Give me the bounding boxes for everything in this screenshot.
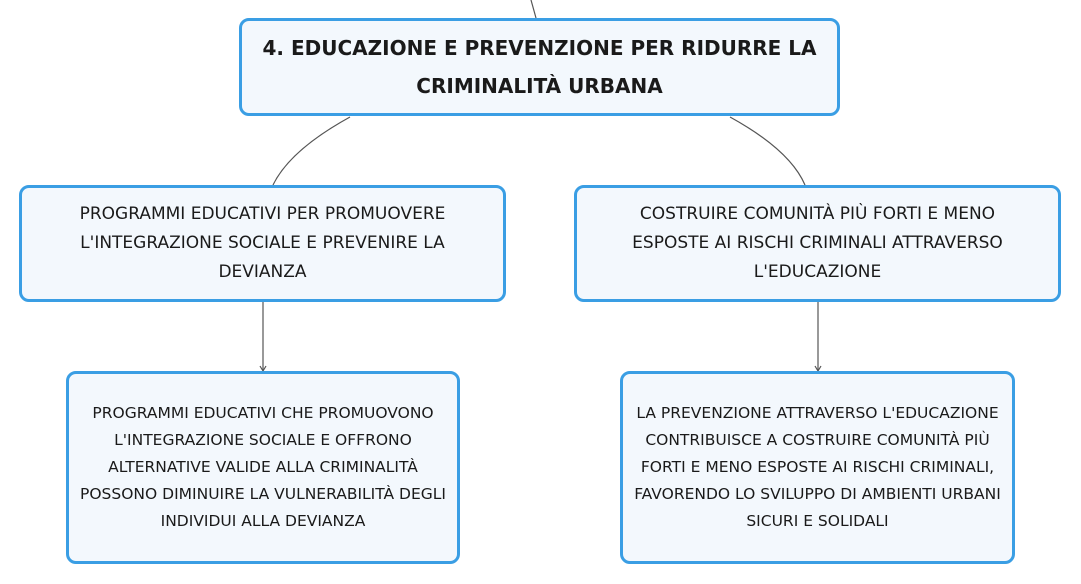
right-branch-node[interactable] (574, 185, 1061, 302)
right-child-text: LA PREVENZIONE ATTRAVERSO L'EDUCAZIONE CONTRIBUISCE A COSTRUIRE COMUNITÀ PIÙ FORTI E MENO ESPOSTE AI RISCHI CRIMINALI, FAVORENDO LO SVILUPPO DI AMBIENTI URBANI SICURI E SOLIDALI (634, 404, 1001, 530)
left-child-node[interactable] (66, 371, 460, 564)
left-branch-node[interactable] (19, 185, 506, 302)
connector-root-to-right-branch (730, 117, 805, 185)
connector-parent-to-root (531, 0, 536, 18)
right-child-node[interactable] (620, 371, 1015, 564)
right-branch-text: COSTRUIRE COMUNITÀ PIÙ FORTI E MENO ESPOSTE AI RISCHI CRIMINALI ATTRAVERSO L'EDUCAZIONE (632, 204, 1003, 282)
root-topic-text: 4. EDUCAZIONE E PREVENZIONE PER RIDURRE LA CRIMINALITÀ URBANA (262, 36, 817, 98)
connector-root-to-left-branch (273, 117, 350, 185)
left-child-text: PROGRAMMI EDUCATIVI CHE PROMUOVONO L'INTEGRAZIONE SOCIALE E OFFRONO ALTERNATIVE VALIDE ALLA CRIMINALITÀ POSSONO DIMINUIRE LA VULNERABILITÀ DEGLI INDIVIDUI ALLA DEVIANZA (80, 404, 446, 530)
left-branch-text: PROGRAMMI EDUCATIVI PER PROMUOVERE L'INTEGRAZIONE SOCIALE E PREVENIRE LA DEVIANZA (79, 204, 446, 282)
root-topic-node[interactable] (239, 18, 840, 116)
